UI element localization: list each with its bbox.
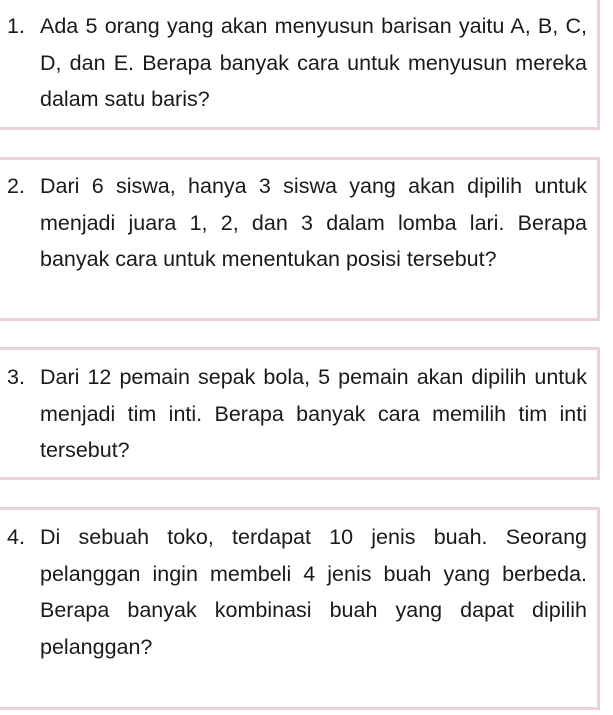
question-card-4 bbox=[0, 507, 600, 710]
question-card-2 bbox=[0, 157, 600, 321]
question-text: Di sebuah toko, terdapat 10 jenis buah. Seorang pelanggan ingin membeli 4 jenis buah yang berbeda. Berapa banyak kombinasi buah yang dapat dipilih pelanggan? bbox=[40, 525, 587, 659]
question-text: Dari 12 pemain sepak bola, 5 pemain akan dipilih untuk menjadi tim inti. Berapa banyak cara memilih tim inti tersebut? bbox=[40, 365, 587, 462]
question-text: Dari 6 siswa, hanya 3 siswa yang akan dipilih untuk menjadi juara 1, 2, dan 3 dalam lomba lari. Berapa banyak cara untuk menentukan posisi tersebut? bbox=[40, 174, 587, 271]
question-number: 3. bbox=[7, 365, 25, 389]
question-number: 2. bbox=[7, 174, 25, 198]
question-card-1 bbox=[0, 0, 600, 130]
question-number: 4. bbox=[7, 525, 25, 549]
question-number: 1. bbox=[7, 14, 25, 38]
question-card-3 bbox=[0, 347, 600, 480]
question-text: Ada 5 orang yang akan menyusun barisan yaitu A, B, C, D, dan E. Berapa banyak cara untuk menyusun mereka dalam satu baris? bbox=[40, 14, 587, 111]
